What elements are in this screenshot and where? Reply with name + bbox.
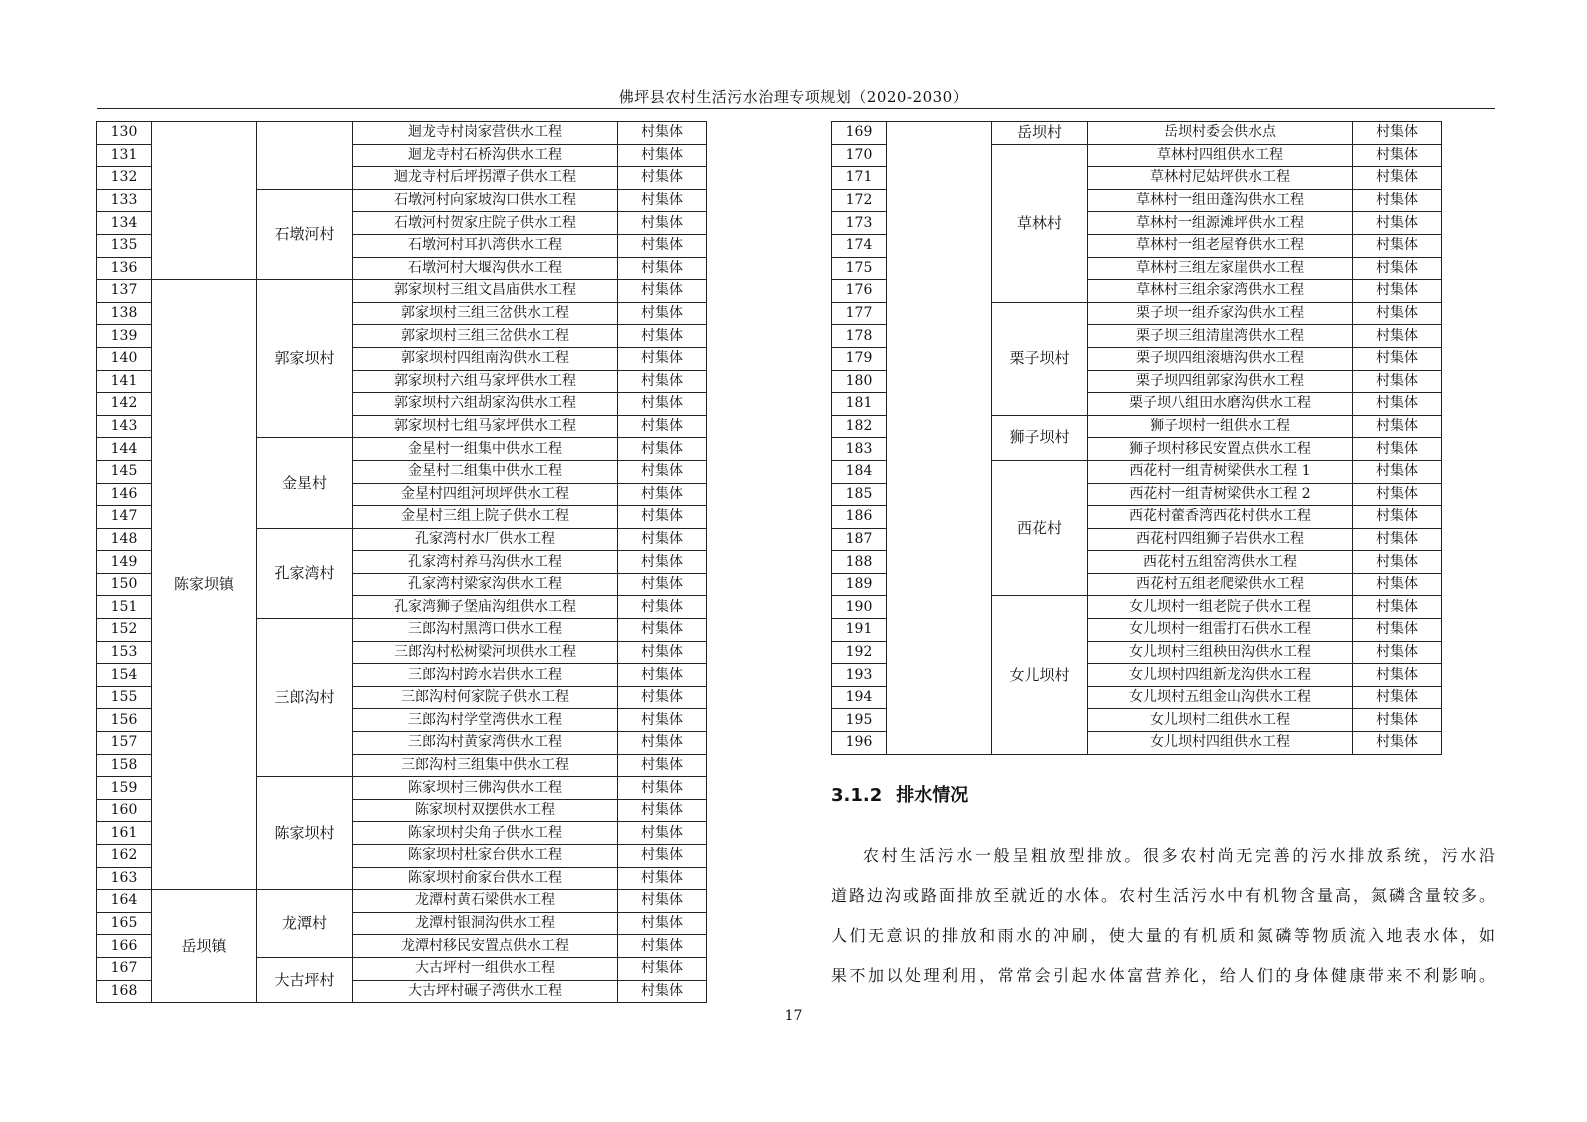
project-name-cell: 郭家坝村七组马家坪供水工程: [353, 415, 618, 438]
project-name-cell: 狮子坝村移民安置点供水工程: [1088, 438, 1353, 461]
row-number-cell: 159: [97, 777, 152, 800]
project-name-cell: 三郎沟村何家院子供水工程: [353, 686, 618, 709]
row-number-cell: 171: [832, 167, 887, 190]
owner-cell: 村集体: [618, 890, 707, 913]
row-number-cell: 165: [97, 912, 152, 935]
town-cell: 岳坝镇: [152, 890, 257, 1003]
owner-cell: 村集体: [1353, 144, 1442, 167]
project-name-cell: 大古坪村一组供水工程: [353, 957, 618, 980]
owner-cell: 村集体: [1353, 664, 1442, 687]
owner-cell: 村集体: [618, 845, 707, 868]
village-cell: 西花村: [992, 460, 1088, 596]
table-row: [97, 280, 707, 303]
project-name-cell: 狮子坝村一组供水工程: [1088, 415, 1353, 438]
header-title: 佛坪县农村生活污水治理专项规划（2020-2030）: [618, 88, 969, 106]
village-cell: 岳坝村: [992, 122, 1088, 145]
project-name-cell: 金星村一组集中供水工程: [353, 438, 618, 461]
owner-cell: 村集体: [618, 732, 707, 755]
project-name-cell: 龙潭村银洞沟供水工程: [353, 912, 618, 935]
project-name-cell: 孔家湾村养马沟供水工程: [353, 551, 618, 574]
owner-cell: 村集体: [618, 777, 707, 800]
row-number-cell: 138: [97, 302, 152, 325]
row-number-cell: 185: [832, 483, 887, 506]
owner-cell: 村集体: [1353, 506, 1442, 529]
owner-cell: 村集体: [1353, 212, 1442, 235]
owner-cell: 村集体: [1353, 619, 1442, 642]
project-name-cell: 岳坝村委会供水点: [1088, 122, 1353, 145]
row-number-cell: 145: [97, 460, 152, 483]
village-cell: 石墩河村: [257, 189, 353, 279]
owner-cell: 村集体: [618, 347, 707, 370]
owner-cell: 村集体: [1353, 393, 1442, 416]
row-number-cell: 133: [97, 189, 152, 212]
owner-cell: 村集体: [618, 664, 707, 687]
project-name-cell: 石墩河村耳扒湾供水工程: [353, 234, 618, 257]
section-number: 3.1.2: [831, 785, 883, 806]
owner-cell: 村集体: [618, 325, 707, 348]
owner-cell: 村集体: [618, 980, 707, 1003]
owner-cell: 村集体: [1353, 732, 1442, 755]
project-name-cell: 迴龙寺村石桥沟供水工程: [353, 144, 618, 167]
project-name-cell: 女儿坝村五组金山沟供水工程: [1088, 686, 1353, 709]
row-number-cell: 174: [832, 234, 887, 257]
row-number-cell: 187: [832, 528, 887, 551]
project-name-cell: 孔家湾狮子堡庙沟组供水工程: [353, 596, 618, 619]
project-name-cell: 栗子坝八组田水磨沟供水工程: [1088, 393, 1353, 416]
village-cell: 狮子坝村: [992, 415, 1088, 460]
row-number-cell: 196: [832, 732, 887, 755]
project-name-cell: 郭家坝村三组三岔供水工程: [353, 302, 618, 325]
project-name-cell: 女儿坝村四组供水工程: [1088, 732, 1353, 755]
project-name-cell: 三郎沟村黄家湾供水工程: [353, 732, 618, 755]
owner-cell: 村集体: [618, 144, 707, 167]
row-number-cell: 160: [97, 799, 152, 822]
village-cell: 龙潭村: [257, 890, 353, 958]
owner-cell: 村集体: [618, 641, 707, 664]
project-name-cell: 三郎沟村跨水岩供水工程: [353, 664, 618, 687]
table-row: [97, 122, 707, 145]
owner-cell: 村集体: [618, 754, 707, 777]
village-cell: 女儿坝村: [992, 596, 1088, 754]
owner-cell: 村集体: [618, 619, 707, 642]
project-name-cell: 女儿坝村四组新龙沟供水工程: [1088, 664, 1353, 687]
row-number-cell: 140: [97, 347, 152, 370]
owner-cell: 村集体: [1353, 325, 1442, 348]
project-name-cell: 陈家坝村三佛沟供水工程: [353, 777, 618, 800]
project-name-cell: 陈家坝村俞家台供水工程: [353, 867, 618, 890]
row-number-cell: 136: [97, 257, 152, 280]
row-number-cell: 152: [97, 619, 152, 642]
row-number-cell: 155: [97, 686, 152, 709]
row-number-cell: 168: [97, 980, 152, 1003]
owner-cell: 村集体: [618, 257, 707, 280]
row-number-cell: 158: [97, 754, 152, 777]
owner-cell: 村集体: [618, 212, 707, 235]
owner-cell: 村集体: [618, 822, 707, 845]
village-cell: 金星村: [257, 438, 353, 528]
row-number-cell: 190: [832, 596, 887, 619]
village-cell: 栗子坝村: [992, 302, 1088, 415]
row-number-cell: 191: [832, 619, 887, 642]
project-name-cell: 陈家坝村双摆供水工程: [353, 799, 618, 822]
project-name-cell: 郭家坝村六组胡家沟供水工程: [353, 393, 618, 416]
row-number-cell: 166: [97, 935, 152, 958]
owner-cell: 村集体: [1353, 709, 1442, 732]
table-row: [97, 890, 707, 913]
owner-cell: 村集体: [1353, 483, 1442, 506]
row-number-cell: 194: [832, 686, 887, 709]
row-number-cell: 173: [832, 212, 887, 235]
row-number-cell: 135: [97, 234, 152, 257]
owner-cell: 村集体: [1353, 460, 1442, 483]
owner-cell: 村集体: [1353, 280, 1442, 303]
owner-cell: 村集体: [618, 799, 707, 822]
owner-cell: 村集体: [618, 867, 707, 890]
row-number-cell: 170: [832, 144, 887, 167]
project-name-cell: 女儿坝村一组雷打石供水工程: [1088, 619, 1353, 642]
project-name-cell: 石墩河村向家坡沟口供水工程: [353, 189, 618, 212]
owner-cell: 村集体: [618, 393, 707, 416]
owner-cell: 村集体: [1353, 438, 1442, 461]
row-number-cell: 189: [832, 573, 887, 596]
row-number-cell: 148: [97, 528, 152, 551]
village-cell: 郭家坝村: [257, 280, 353, 438]
owner-cell: 村集体: [618, 483, 707, 506]
row-number-cell: 142: [97, 393, 152, 416]
owner-cell: 村集体: [618, 573, 707, 596]
village-cell: [257, 122, 353, 190]
project-name-cell: 三郎沟村黑湾口供水工程: [353, 619, 618, 642]
row-number-cell: 162: [97, 845, 152, 868]
project-name-cell: 迴龙寺村岗家营供水工程: [353, 122, 618, 145]
project-name-cell: 郭家坝村三组三岔供水工程: [353, 325, 618, 348]
project-name-cell: 草林村四组供水工程: [1088, 144, 1353, 167]
row-number-cell: 182: [832, 415, 887, 438]
village-cell: 草林村: [992, 144, 1088, 302]
owner-cell: 村集体: [1353, 302, 1442, 325]
project-name-cell: 金星村四组河坝坪供水工程: [353, 483, 618, 506]
project-name-cell: 迴龙寺村后坪拐潭子供水工程: [353, 167, 618, 190]
project-name-cell: 西花村五组窑湾供水工程: [1088, 551, 1353, 574]
row-number-cell: 139: [97, 325, 152, 348]
project-name-cell: 草林村尼姑坪供水工程: [1088, 167, 1353, 190]
project-name-cell: 西花村五组老爬梁供水工程: [1088, 573, 1353, 596]
owner-cell: 村集体: [618, 302, 707, 325]
row-number-cell: 169: [832, 122, 887, 145]
project-name-cell: 栗子坝四组郭家沟供水工程: [1088, 370, 1353, 393]
owner-cell: 村集体: [1353, 167, 1442, 190]
project-name-cell: 郭家坝村四组南沟供水工程: [353, 347, 618, 370]
owner-cell: 村集体: [618, 280, 707, 303]
project-name-cell: 三郎沟村三组集中供水工程: [353, 754, 618, 777]
project-name-cell: 陈家坝村尖角子供水工程: [353, 822, 618, 845]
row-number-cell: 130: [97, 122, 152, 145]
village-cell: 孔家湾村: [257, 528, 353, 618]
row-number-cell: 153: [97, 641, 152, 664]
project-name-cell: 金星村三组上院子供水工程: [353, 506, 618, 529]
project-name-cell: 西花村一组青树梁供水工程 2: [1088, 483, 1353, 506]
row-number-cell: 146: [97, 483, 152, 506]
project-name-cell: 草林村一组田蓬沟供水工程: [1088, 189, 1353, 212]
project-name-cell: 栗子坝三组清崖湾供水工程: [1088, 325, 1353, 348]
row-number-cell: 176: [832, 280, 887, 303]
row-number-cell: 177: [832, 302, 887, 325]
project-name-cell: 女儿坝村一组老院子供水工程: [1088, 596, 1353, 619]
project-name-cell: 大古坪村碾子湾供水工程: [353, 980, 618, 1003]
owner-cell: 村集体: [618, 460, 707, 483]
owner-cell: 村集体: [618, 935, 707, 958]
project-name-cell: 三郎沟村学堂湾供水工程: [353, 709, 618, 732]
owner-cell: 村集体: [618, 438, 707, 461]
table-row: [832, 122, 1442, 145]
row-number-cell: 179: [832, 347, 887, 370]
row-number-cell: 164: [97, 890, 152, 913]
row-number-cell: 143: [97, 415, 152, 438]
owner-cell: 村集体: [1353, 122, 1442, 145]
owner-cell: 村集体: [618, 234, 707, 257]
row-number-cell: 151: [97, 596, 152, 619]
owner-cell: 村集体: [1353, 573, 1442, 596]
paragraph-line: 果不加以处理利用，常常会引起水体富营养化，给人们的身体健康带来不利影响。: [831, 966, 1495, 985]
row-number-cell: 131: [97, 144, 152, 167]
owner-cell: 村集体: [618, 506, 707, 529]
owner-cell: 村集体: [1353, 415, 1442, 438]
row-number-cell: 134: [97, 212, 152, 235]
row-number-cell: 186: [832, 506, 887, 529]
owner-cell: 村集体: [618, 370, 707, 393]
project-name-cell: 西花村四组狮子岩供水工程: [1088, 528, 1353, 551]
owner-cell: 村集体: [1353, 347, 1442, 370]
row-number-cell: 144: [97, 438, 152, 461]
owner-cell: 村集体: [1353, 370, 1442, 393]
row-number-cell: 149: [97, 551, 152, 574]
page-number: 17: [784, 1008, 803, 1024]
owner-cell: 村集体: [618, 528, 707, 551]
row-number-cell: 163: [97, 867, 152, 890]
owner-cell: 村集体: [618, 957, 707, 980]
project-name-cell: 三郎沟村松树梁河坝供水工程: [353, 641, 618, 664]
owner-cell: 村集体: [618, 596, 707, 619]
row-number-cell: 183: [832, 438, 887, 461]
row-number-cell: 157: [97, 732, 152, 755]
row-number-cell: 141: [97, 370, 152, 393]
project-name-cell: 龙潭村黄石梁供水工程: [353, 890, 618, 913]
row-number-cell: 188: [832, 551, 887, 574]
owner-cell: 村集体: [1353, 257, 1442, 280]
project-name-cell: 草林村一组老屋脊供水工程: [1088, 234, 1353, 257]
project-name-cell: 龙潭村移民安置点供水工程: [353, 935, 618, 958]
water-supply-table-right: [831, 121, 1442, 755]
project-name-cell: 陈家坝村杜家台供水工程: [353, 845, 618, 868]
row-number-cell: 192: [832, 641, 887, 664]
village-cell: 三郎沟村: [257, 619, 353, 777]
village-cell: 陈家坝村: [257, 777, 353, 890]
town-cell: [152, 122, 257, 280]
project-name-cell: 西花村藿香湾西花村供水工程: [1088, 506, 1353, 529]
body-paragraph: [831, 836, 1495, 996]
project-name-cell: 草林村一组源滩坪供水工程: [1088, 212, 1353, 235]
row-number-cell: 156: [97, 709, 152, 732]
project-name-cell: 石墩河村贺家庄院子供水工程: [353, 212, 618, 235]
town-cell: [887, 122, 992, 755]
owner-cell: 村集体: [618, 189, 707, 212]
row-number-cell: 161: [97, 822, 152, 845]
owner-cell: 村集体: [1353, 551, 1442, 574]
project-name-cell: 石墩河村大堰沟供水工程: [353, 257, 618, 280]
owner-cell: 村集体: [1353, 686, 1442, 709]
owner-cell: 村集体: [618, 709, 707, 732]
project-name-cell: 金星村二组集中供水工程: [353, 460, 618, 483]
project-name-cell: 西花村一组青树梁供水工程 1: [1088, 460, 1353, 483]
owner-cell: 村集体: [618, 551, 707, 574]
paragraph-line: 人们无意识的排放和雨水的冲刷，使大量的有机质和氮磷等物质流入地表水体，如: [831, 926, 1495, 945]
project-name-cell: 孔家湾村梁家沟供水工程: [353, 573, 618, 596]
project-name-cell: 栗子坝四组滚塘沟供水工程: [1088, 347, 1353, 370]
project-name-cell: 栗子坝一组乔家沟供水工程: [1088, 302, 1353, 325]
water-supply-table-left: [96, 121, 707, 1003]
row-number-cell: 178: [832, 325, 887, 348]
section-heading: [831, 781, 968, 807]
row-number-cell: 195: [832, 709, 887, 732]
row-number-cell: 175: [832, 257, 887, 280]
row-number-cell: 172: [832, 189, 887, 212]
project-name-cell: 草林村三组余家湾供水工程: [1088, 280, 1353, 303]
project-name-cell: 孔家湾村水厂供水工程: [353, 528, 618, 551]
row-number-cell: 193: [832, 664, 887, 687]
row-number-cell: 132: [97, 167, 152, 190]
owner-cell: 村集体: [618, 912, 707, 935]
project-name-cell: 草林村三组左家崖供水工程: [1088, 257, 1353, 280]
section-title: 排水情况: [896, 785, 969, 806]
row-number-cell: 150: [97, 573, 152, 596]
project-name-cell: 郭家坝村三组文昌庙供水工程: [353, 280, 618, 303]
row-number-cell: 147: [97, 506, 152, 529]
row-number-cell: 137: [97, 280, 152, 303]
town-cell: 陈家坝镇: [152, 280, 257, 890]
owner-cell: 村集体: [618, 167, 707, 190]
paragraph-line: 农村生活污水一般呈粗放型排放。很多农村尚无完善的污水排放系统，污水沿: [863, 846, 1495, 865]
project-name-cell: 郭家坝村六组马家坪供水工程: [353, 370, 618, 393]
owner-cell: 村集体: [1353, 234, 1442, 257]
row-number-cell: 184: [832, 460, 887, 483]
project-name-cell: 女儿坝村二组供水工程: [1088, 709, 1353, 732]
row-number-cell: 167: [97, 957, 152, 980]
owner-cell: 村集体: [618, 415, 707, 438]
owner-cell: 村集体: [618, 686, 707, 709]
project-name-cell: 女儿坝村三组秧田沟供水工程: [1088, 641, 1353, 664]
owner-cell: 村集体: [1353, 641, 1442, 664]
owner-cell: 村集体: [1353, 189, 1442, 212]
row-number-cell: 181: [832, 393, 887, 416]
row-number-cell: 180: [832, 370, 887, 393]
owner-cell: 村集体: [618, 122, 707, 145]
village-cell: 大古坪村: [257, 957, 353, 1002]
paragraph-line: 道路边沟或路面排放至就近的水体。农村生活污水中有机物含量高，氮磷含量较多。: [831, 886, 1495, 905]
header-divider: [97, 108, 1495, 109]
row-number-cell: 154: [97, 664, 152, 687]
owner-cell: 村集体: [1353, 596, 1442, 619]
owner-cell: 村集体: [1353, 528, 1442, 551]
